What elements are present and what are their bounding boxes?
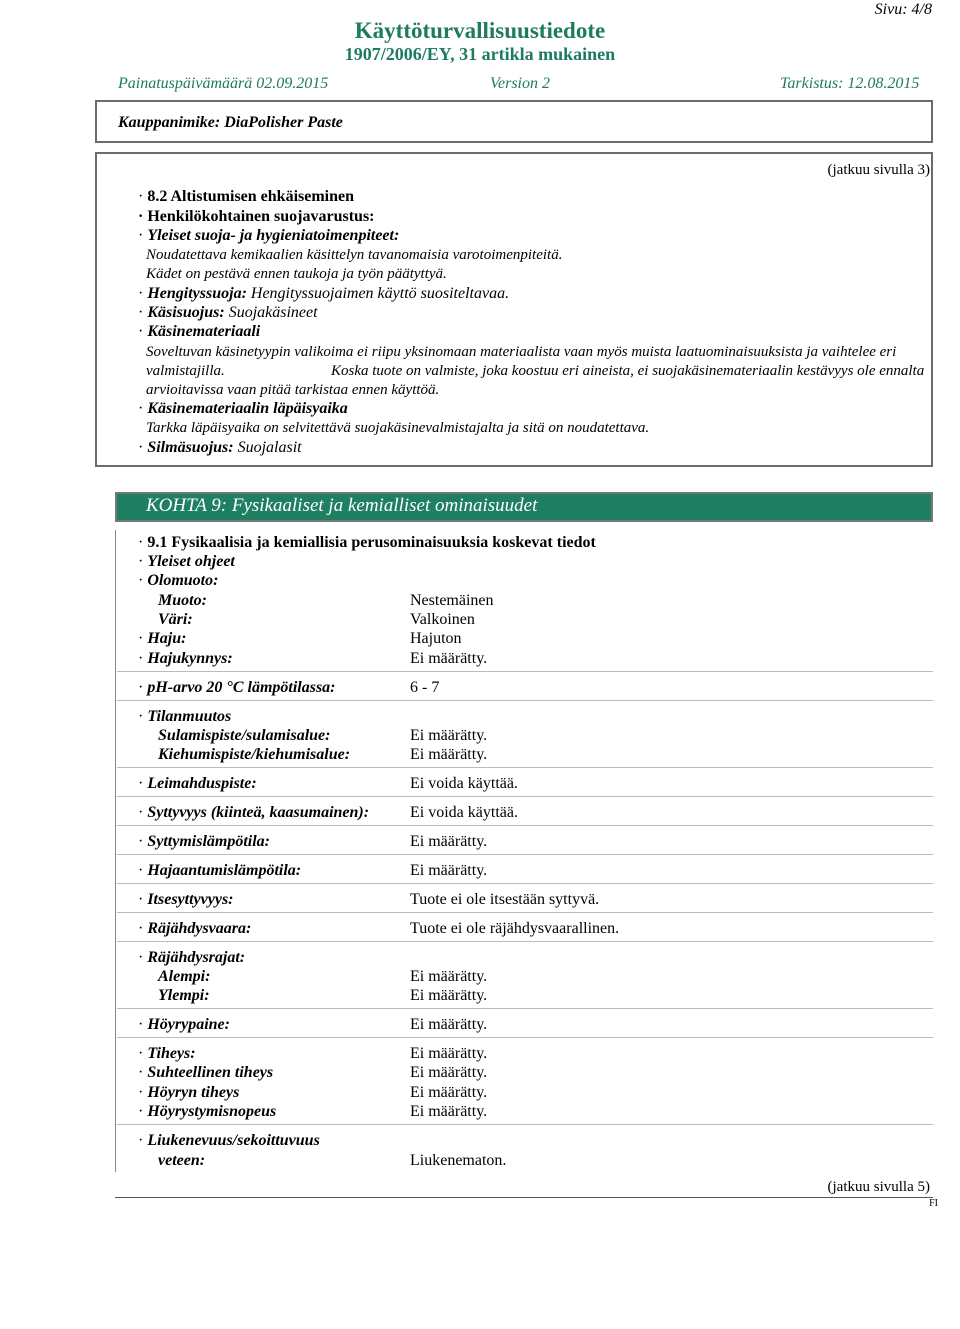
property-label: · Hajaantumislämpötila: (138, 862, 302, 879)
property-label: · Räjähdysvaara: (138, 920, 252, 937)
property-value: Ei määrätty. (410, 987, 488, 1004)
property-label: Sulamispiste/sulamisalue: (158, 727, 331, 744)
revision-date: Tarkistus: 12.08.2015 (780, 75, 920, 92)
property-label: · Syttyvyys (kiinteä, kaasumainen): (138, 804, 370, 821)
property-label: · Leimahduspiste: (138, 775, 257, 792)
divider (117, 767, 933, 768)
property-label: · Itsesyttyvyys: (138, 891, 234, 908)
hand-protection: · Käsisuojus: Suojakäsineet (138, 304, 318, 321)
penetration-text: Tarkka läpäisyaika on selvitettävä suojakäsinevalmistajalta ja sitä on noudatettava. (146, 420, 650, 436)
trade-name: Kauppanimike: DiaPolisher Paste (118, 114, 343, 131)
property-value: Ei määrätty. (410, 1084, 488, 1101)
document-subtitle: 1907/2006/EY, 31 artikla mukainen (344, 44, 616, 64)
section9-left-rule (115, 530, 116, 1172)
property-label: · Räjähdysrajat: (138, 949, 246, 966)
property-value: Tuote ei ole itsestään syttyvä. (410, 891, 600, 908)
property-label: · Tilanmuutos (138, 708, 232, 725)
hygiene-text-2: Kädet on pestävä ennen taukoja ja työn päätyttyä. (146, 266, 447, 282)
property-label: · Suhteellinen tiheys (138, 1064, 274, 1081)
property-label: Muoto: (158, 592, 207, 609)
property-label: · Hajukynnys: (138, 650, 233, 667)
respiratory-protection: · Hengityssuoja: Hengityssuojaimen käyttö suositeltavaa. (138, 285, 510, 302)
section-8-2-heading: · 8.2 Altistumisen ehkäiseminen (138, 188, 355, 205)
page-number: Sivu: 4/8 (874, 1, 932, 18)
property-value: Hajuton (410, 630, 462, 647)
property-value: Ei määrätty. (410, 1064, 488, 1081)
section-9-1-heading: · 9.1 Fysikaalisia ja kemiallisia perusominaisuuksia koskevat tiedot (138, 534, 596, 551)
property-value: Ei määrätty. (410, 650, 488, 667)
divider (117, 796, 933, 797)
penetration-label: · Käsinemateriaalin läpäisyaika (138, 400, 348, 417)
document-title: Käyttöturvallisuustiedote (354, 18, 606, 43)
divider (117, 700, 933, 701)
property-value: Ei määrätty. (410, 1045, 488, 1062)
divider (117, 1124, 933, 1125)
glove-material-text-2: Koska tuote on valmiste, joka koostuu eri aineista, ei suojakäsinemateriaalin kestävyys ole ennalta arvioitavissa vaan pitää tarkistaa ennen käyttöä. (146, 363, 925, 398)
property-label: Väri: (158, 611, 193, 628)
divider (117, 941, 933, 942)
divider (117, 1037, 933, 1038)
print-date: Painatuspäivämäärä 02.09.2015 (118, 75, 329, 92)
eye-protection: · Silmäsuojus: Suojalasit (138, 439, 302, 456)
property-label: veteen: (158, 1152, 206, 1169)
property-label: · Höyrypaine: (138, 1016, 230, 1033)
property-value: Ei määrätty. (410, 746, 488, 763)
property-label: Alempi: (158, 968, 211, 985)
version: Version 2 (490, 75, 550, 92)
property-value: Ei määrätty. (410, 968, 488, 985)
property-value: Liukenematon. (410, 1152, 507, 1169)
glove-material-text-1: Soveltuvan käsinetyypin valikoima ei riipu yksinomaan materiaalista vaan myös muista laatuominaisuuksista ja vaihtelee eri valmistajilla. (146, 344, 897, 379)
property-label: · Tiheys: (138, 1045, 196, 1062)
divider (117, 854, 933, 855)
continued-on: (jatkuu sivulla 5) (827, 1179, 930, 1195)
divider (117, 1008, 933, 1009)
property-value: Ei voida käyttää. (410, 804, 518, 821)
language-code: FI (929, 1198, 938, 1209)
appearance-label: · Olomuoto: (138, 572, 219, 589)
property-label: · Syttymislämpötila: (138, 833, 270, 850)
property-value: Tuote ei ole räjähdysvaarallinen. (410, 920, 620, 937)
hygiene-label: · Yleiset suoja- ja hygieniatoimenpiteet: (138, 227, 400, 244)
property-value: Ei määrätty. (410, 727, 488, 744)
property-value: Ei määrätty. (410, 1103, 488, 1120)
glove-material-label: · Käsinemateriaali (138, 323, 261, 340)
divider (117, 825, 933, 826)
property-label: Kiehumispiste/kiehumisalue: (158, 746, 351, 763)
footer-rule (115, 1197, 933, 1198)
property-label: · pH-arvo 20 °C lämpötilassa: (138, 679, 336, 696)
property-value: 6 - 7 (410, 679, 440, 696)
ppe-label: · Henkilökohtainen suojavarustus: (138, 208, 375, 225)
property-label: Ylempi: (158, 987, 210, 1004)
continued-from: (jatkuu sivulla 3) (827, 162, 930, 178)
section9-title: KOHTA 9: Fysikaaliset ja kemialliset ominaisuudet (146, 495, 538, 516)
property-value: Ei voida käyttää. (410, 775, 518, 792)
divider (117, 883, 933, 884)
property-value: Nestemäinen (410, 592, 494, 609)
property-label: · Liukenevuus/sekoittuvuus (138, 1132, 320, 1149)
divider (117, 912, 933, 913)
property-value: Valkoinen (410, 611, 475, 628)
property-value: Ei määrätty. (410, 862, 488, 879)
divider (117, 671, 933, 672)
hygiene-text-1: Noudatettava kemikaalien käsittelyn tavanomaisia varotoimenpiteitä. (146, 247, 563, 263)
property-label: · Höyryn tiheys (138, 1084, 240, 1101)
general-info: · Yleiset ohjeet (138, 553, 235, 570)
property-value: Ei määrätty. (410, 1016, 488, 1033)
property-label: · Höyrystymisnopeus (138, 1103, 277, 1120)
property-value: Ei määrätty. (410, 833, 488, 850)
property-label: · Haju: (138, 630, 187, 647)
